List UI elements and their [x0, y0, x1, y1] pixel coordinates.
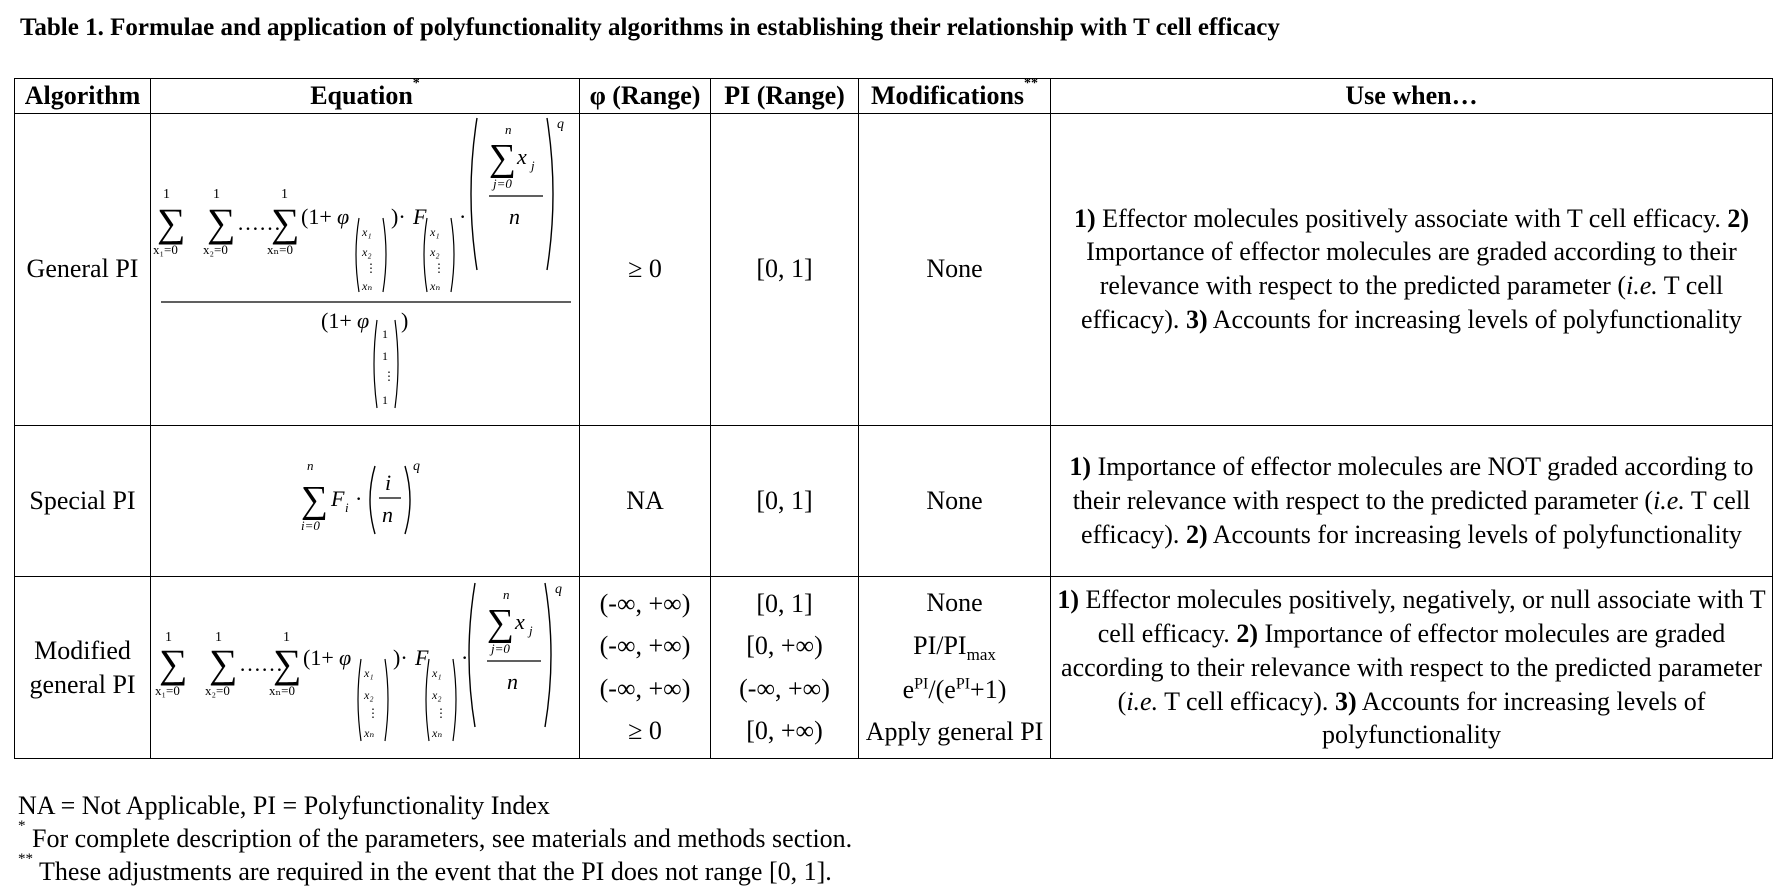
- general-pi-formula: [151, 114, 580, 416]
- svg-text:x₂: x₂: [432, 688, 442, 703]
- cell-mod-special: None: [859, 425, 1051, 577]
- svg-text:x₁: x₁: [432, 666, 442, 681]
- svg-text:φ: φ: [337, 203, 350, 229]
- svg-text:n: n: [382, 501, 393, 527]
- svg-text:n: n: [509, 203, 520, 229]
- svg-text:1: 1: [382, 392, 388, 407]
- svg-text:j=0: j=0: [491, 641, 510, 657]
- cell-usewhen-modified: 1) Effector molecules positively, negatively, or null associate with T cell efficacy. 2) Importance of effector molecules are graded according to their relevance with respect to the predicted parameter (i.e. T cell efficacy). 3) Accounts for increasing levels of polyfunctionality: [1051, 577, 1773, 759]
- cell-mod-modified: None $PI/PI_{max}$ $e^{PI}/(e^{PI}+1)$ Apply general PI: [859, 577, 1051, 759]
- svg-text:x₁: x₁: [430, 224, 440, 239]
- svg-text:x₂: x₂: [362, 244, 372, 259]
- svg-text:(1+: (1+: [303, 645, 334, 671]
- svg-text:∑: ∑: [157, 199, 186, 245]
- note-double-star: ** These adjustments are required in the event that the PI does not range [0, 1].: [18, 850, 832, 886]
- cell-phi-modified: (-∞, +∞) (-∞, +∞) (-∞, +∞) ≥ 0: [580, 577, 711, 759]
- svg-text:x₂=0: x₂=0: [203, 241, 228, 257]
- svg-text:φ: φ: [339, 645, 352, 671]
- svg-text:)·: )·: [393, 645, 408, 671]
- svg-text:xₙ: xₙ: [362, 278, 373, 293]
- svg-text:F: F: [415, 645, 429, 671]
- svg-text:xₙ=0: xₙ=0: [267, 241, 293, 257]
- cell-usewhen-special: 1) Importance of effector molecules are NOT graded according to their relevance with respect to the predicted parameter (i.e. T cell efficacy). 2) Accounts for increasing levels of polyfunctionality: [1051, 425, 1773, 577]
- svg-text:x₂=0: x₂=0: [205, 683, 230, 699]
- svg-text:x₁: x₁: [364, 666, 374, 681]
- svg-text:i: i: [385, 469, 392, 495]
- svg-text:n: n: [505, 121, 512, 137]
- svg-text:∑: ∑: [489, 136, 517, 179]
- svg-text:⋮: ⋮: [435, 706, 447, 721]
- modified-pi-formula: [151, 577, 580, 749]
- svg-text:⋮: ⋮: [367, 706, 379, 721]
- svg-text:⋮: ⋮: [365, 260, 377, 275]
- special-pi-formula: [151, 426, 580, 568]
- svg-text:xₙ: xₙ: [432, 726, 443, 741]
- formulae-table: [14, 78, 1773, 759]
- svg-text:xₙ=0: xₙ=0: [269, 683, 295, 699]
- svg-text:……: ……: [239, 651, 283, 677]
- svg-text:……: ……: [237, 209, 281, 235]
- svg-text:n: n: [503, 587, 510, 603]
- table-row-general-pi: [15, 113, 1773, 425]
- svg-text:j: j: [531, 157, 535, 173]
- cell-phi-special: NA: [580, 425, 711, 577]
- svg-text:F: F: [413, 203, 427, 229]
- svg-text:1: 1: [215, 630, 222, 646]
- cell-pi-general: [0, 1]: [711, 113, 859, 425]
- svg-text:·: ·: [461, 645, 469, 671]
- cell-algorithm-modified: Modified general PI: [15, 577, 151, 759]
- svg-text:xₙ: xₙ: [364, 726, 375, 741]
- svg-text:F: F: [331, 485, 345, 511]
- svg-text:1: 1: [163, 186, 170, 202]
- svg-text:1: 1: [213, 186, 220, 202]
- note-star: * For complete description of the parameters, see materials and methods section.: [18, 817, 853, 853]
- cell-phi-general: ≥ 0: [580, 113, 711, 425]
- svg-text:⋮: ⋮: [383, 368, 395, 383]
- svg-text:·: ·: [355, 485, 363, 511]
- svg-text:x: x: [517, 143, 527, 169]
- svg-text:φ: φ: [357, 307, 370, 333]
- header-use-when: Use when…: [1051, 79, 1773, 114]
- svg-text:q: q: [555, 582, 562, 598]
- svg-text:·: ·: [459, 203, 467, 229]
- svg-text:(1+: (1+: [301, 203, 332, 229]
- svg-text:∑: ∑: [207, 199, 236, 245]
- svg-text:x₁: x₁: [362, 224, 372, 239]
- svg-text:1: 1: [382, 326, 388, 341]
- svg-text:q: q: [557, 116, 564, 132]
- svg-text:j=0: j=0: [493, 175, 512, 191]
- header-row: [15, 79, 1773, 114]
- svg-text:)·: )·: [391, 203, 406, 229]
- cell-equation-modified: [151, 577, 580, 759]
- svg-text:x₂: x₂: [364, 688, 374, 703]
- svg-text:⋮: ⋮: [433, 260, 445, 275]
- svg-text:n: n: [507, 669, 518, 695]
- svg-text:1: 1: [165, 630, 172, 646]
- cell-mod-general: None: [859, 113, 1051, 425]
- cell-pi-modified: [0, 1] [0, +∞) (-∞, +∞) [0, +∞): [711, 577, 859, 759]
- cell-algorithm-general: General PI: [15, 113, 151, 425]
- table-row-special-pi: [15, 425, 1773, 577]
- note-abbreviations: NA = Not Applicable, PI = Polyfunctionality Index: [18, 791, 550, 820]
- svg-text:1: 1: [283, 630, 290, 646]
- table-notes: [18, 790, 852, 888]
- svg-text:x₂: x₂: [430, 244, 440, 259]
- svg-text:i: i: [345, 499, 349, 515]
- header-algorithm: Algorithm: [15, 79, 151, 114]
- cell-equation-general: [151, 113, 580, 425]
- svg-text:x: x: [515, 609, 525, 635]
- table-row-modified-pi: [15, 577, 1773, 759]
- svg-text:(1+: (1+: [321, 307, 352, 333]
- svg-text:j: j: [529, 623, 533, 639]
- svg-text:): ): [401, 307, 409, 333]
- svg-text:∑: ∑: [209, 641, 238, 687]
- table-caption: Table 1. Formulae and application of polyfunctionality algorithms in establishing their relationship with T cell efficacy: [20, 14, 1280, 41]
- header-modifications: Modifications**: [859, 79, 1051, 114]
- cell-equation-special: [151, 425, 580, 577]
- svg-text:∑: ∑: [273, 641, 302, 687]
- svg-text:∑: ∑: [271, 199, 300, 245]
- svg-text:x₁=0: x₁=0: [155, 683, 180, 699]
- svg-text:1: 1: [382, 348, 388, 363]
- svg-text:1: 1: [281, 186, 288, 202]
- header-phi-range: φ (Range): [580, 79, 711, 114]
- cell-usewhen-general: 1) Effector molecules positively associate with T cell efficacy. 2) Importance of effector molecules are graded according to their relevance with respect to the predicted parameter (i.e. T cell efficacy). 3) Accounts for increasing levels of polyfunctionality: [1051, 113, 1773, 425]
- header-pi-range: PI (Range): [711, 79, 859, 114]
- svg-text:∑: ∑: [159, 641, 188, 687]
- svg-text:n: n: [307, 457, 314, 473]
- cell-algorithm-special: Special PI: [15, 425, 151, 577]
- header-equation: Equation*: [151, 79, 580, 114]
- svg-text:∑: ∑: [301, 478, 329, 521]
- svg-text:xₙ: xₙ: [430, 278, 441, 293]
- svg-text:i=0: i=0: [301, 517, 320, 533]
- svg-text:x₁=0: x₁=0: [153, 241, 178, 257]
- svg-text:∑: ∑: [487, 602, 515, 645]
- svg-text:q: q: [413, 458, 420, 474]
- cell-pi-special: [0, 1]: [711, 425, 859, 577]
